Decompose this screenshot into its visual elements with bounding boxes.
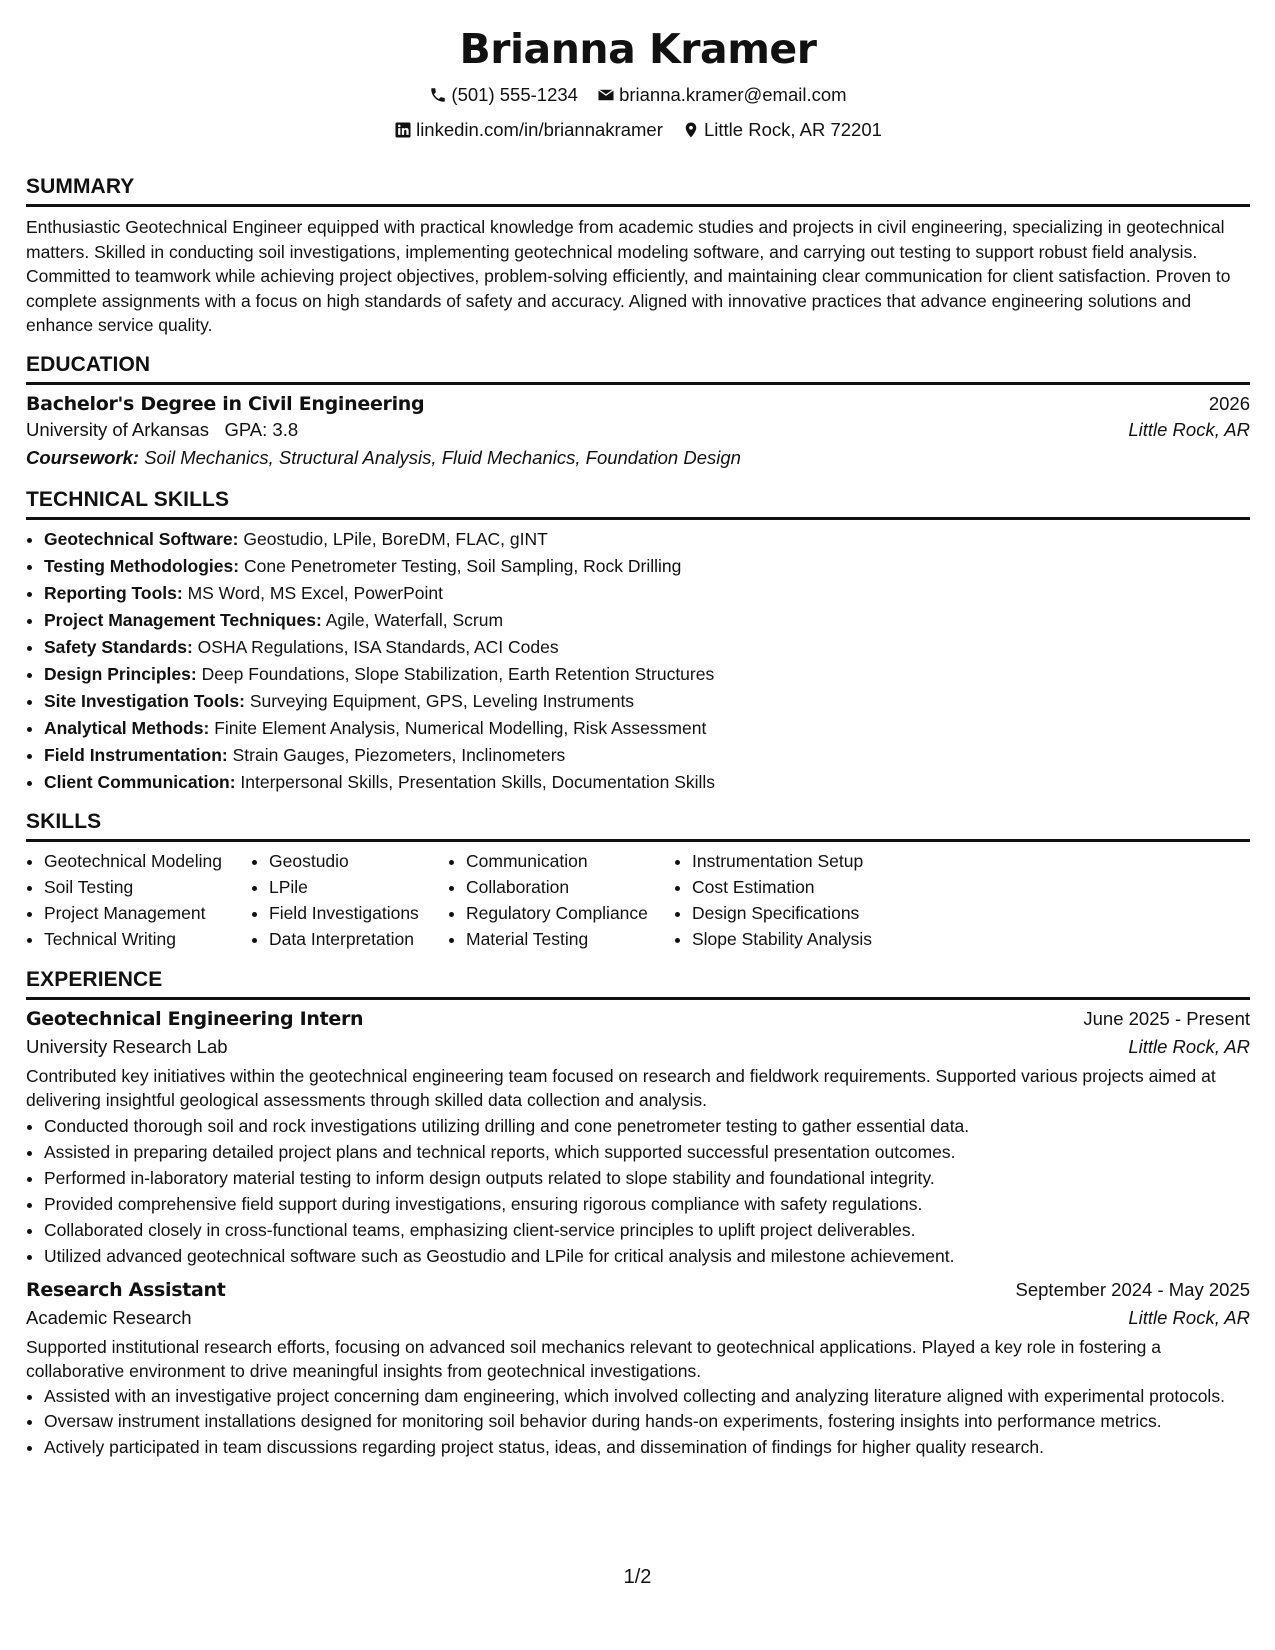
email-address[interactable]: brianna.kramer@email.com [619, 84, 847, 105]
list-item: • Regulatory Compliance [466, 900, 674, 926]
list-item: • Oversaw instrument installations designed for monitoring soil behavior during hands-on experiments, fostering insights into performance metrics. [44, 1409, 1250, 1434]
section-title-skills: SKILLS [26, 809, 1250, 842]
skill-values: Interpersonal Skills, Presentation Skills, Documentation Skills [240, 771, 716, 792]
page-indicator: 1/2 [623, 1566, 652, 1588]
list-item: • Project Management [44, 900, 251, 926]
skill-values: Deep Foundations, Slope Stabilization, Earth Retention Structures [201, 663, 715, 684]
education-section [26, 352, 1250, 469]
list-item: • Material Testing [466, 926, 674, 952]
list-item: • LPile [269, 874, 448, 900]
section-title-experience: EXPERIENCE [26, 967, 1250, 1000]
list-item: • Utilized advanced geotechnical software such as Geostudio and LPile for critical analysis and milestone achievement. [44, 1243, 1250, 1269]
skill-values: Surveying Equipment, GPS, Leveling Instruments [249, 690, 635, 711]
experience-entry [26, 1008, 1250, 1269]
job-sub-row [26, 1307, 1250, 1329]
list-item: • Provided comprehensive field support during investigations, ensuring rigorous compliance with safety regulations. [44, 1191, 1250, 1217]
section-title-summary: SUMMARY [26, 174, 1250, 207]
skill-values: Agile, Waterfall, Scrum [325, 609, 504, 630]
coursework-list: Soil Mechanics, Structural Analysis, Fluid Mechanics, Foundation Design [144, 446, 741, 468]
job-title: Geotechnical Engineering Intern [26, 1007, 364, 1030]
school-location: Little Rock, AR [1128, 418, 1250, 440]
list-item: • Design Specifications [692, 900, 932, 926]
list-item: • Actively participated in team discussions regarding project status, ideas, and dissemination of findings for higher quality research. [44, 1435, 1250, 1460]
linkedin-url[interactable]: linkedin.com/in/briannakramer [416, 119, 663, 140]
section-title-education: EDUCATION [26, 352, 1250, 385]
list-item: • Collaborated closely in cross-functional teams, emphasizing client-service principles to uplift project deliverables. [44, 1217, 1250, 1243]
skill-values: OSHA Regulations, ISA Standards, ACI Codes [197, 636, 559, 657]
skill-category: Geotechnical Software: [44, 528, 239, 549]
education-sub-row [26, 419, 1250, 441]
skill-values: MS Word, MS Excel, PowerPoint [187, 582, 444, 603]
list-item [44, 688, 1250, 715]
phone-number: (501) 555-1234 [451, 84, 578, 105]
list-item: • Assisted in preparing detailed project plans and technical reports, which supported successful presentation outcomes. [44, 1139, 1250, 1165]
list-item [44, 580, 1250, 607]
list-item: • Technical Writing [44, 926, 251, 952]
job-header-row [26, 1008, 1250, 1030]
job-location: Little Rock, AR [1128, 1035, 1250, 1057]
contact-line-1 [26, 84, 1250, 109]
skill-category: Analytical Methods: [44, 717, 210, 738]
skill-category: Safety Standards: [44, 636, 193, 657]
list-item: • Assisted with an investigative project concerning dam engineering, which involved collecting and analyzing literature aligned with experimental protocols. [44, 1384, 1250, 1409]
contact-line-2 [26, 119, 1250, 144]
skill-category: Design Principles: [44, 663, 197, 684]
list-item [44, 742, 1250, 769]
skill-category: Project Management Techniques: [44, 609, 322, 630]
skills-column-4 [674, 848, 932, 952]
coursework-label: Coursework: [26, 446, 140, 468]
skills-column-3 [448, 848, 674, 952]
school-name: University of Arkansas [26, 418, 210, 440]
skill-values: Geostudio, LPile, BoreDM, FLAC, gINT [243, 528, 548, 549]
experience-entry [26, 1279, 1250, 1460]
job-organization: Academic Research [26, 1306, 192, 1328]
list-item [44, 715, 1250, 742]
school-line [26, 419, 298, 441]
list-item: • Conducted thorough soil and rock investigations utilizing drilling and cone penetrometer testing to gather essential data. [44, 1113, 1250, 1139]
skill-category: Client Communication: [44, 771, 236, 792]
education-header-row [26, 393, 1250, 415]
job-title: Research Assistant [26, 1278, 226, 1301]
technical-skills-section [26, 487, 1250, 796]
skill-values: Cone Penetrometer Testing, Soil Sampling, Rock Drilling [243, 555, 682, 576]
technical-skills-list [26, 526, 1250, 796]
degree-title: Bachelor's Degree in Civil Engineering [26, 392, 425, 415]
list-item: • Instrumentation Setup [692, 848, 932, 874]
section-title-technical-skills: TECHNICAL SKILLS [26, 487, 1250, 520]
skills-grid [26, 848, 1250, 952]
candidate-name: Brianna Kramer [459, 25, 817, 73]
phone-icon [429, 86, 447, 104]
job-description: Contributed key initiatives within the geotechnical engineering team focused on research and fieldwork requirements. Supported various projects aimed at delivering insightful geological assessments through skilled data collection and analysis. [26, 1065, 1216, 1110]
summary-text: Enthusiastic Geotechnical Engineer equipped with practical knowledge from academic studies and projects in civil engineering, specializing in geotechnical matters. Skilled in conducting soil investigations, implementing geotechnical modeling software, and carrying out testing to support robust field analysis. Committed to teamwork while achieving project objectives, problem-solving efficiently, and maintaining clear communication for client satisfaction. Proven to complete assignments with a focus on high standards of safety and accuracy. Aligned with innovative practices that advance engineering solutions and enhance service quality. [26, 217, 1231, 335]
list-item: • Soil Testing [44, 874, 251, 900]
email-contact[interactable] [597, 84, 847, 106]
list-item: • Performed in-laboratory material testing to inform design outputs related to slope stability and foundational integrity. [44, 1165, 1250, 1191]
job-description: Supported institutional research efforts, focusing on advanced soil mechanics relevant to geotechnical applications. Played a key role in fostering a collaborative environment to drive meaningful insights from geotechnical investigations. [26, 1336, 1161, 1381]
job-sub-row [26, 1036, 1250, 1058]
job-dates: September 2024 - May 2025 [1015, 1278, 1250, 1300]
list-item: • Collaboration [466, 874, 674, 900]
skills-column-2 [251, 848, 448, 952]
skill-category: Reporting Tools: [44, 582, 183, 603]
list-item [44, 634, 1250, 661]
envelope-icon [597, 86, 615, 104]
experience-section [26, 967, 1250, 1460]
map-pin-icon [682, 121, 700, 139]
list-item: • Cost Estimation [692, 874, 932, 900]
list-item [44, 526, 1250, 553]
job-header-row [26, 1279, 1250, 1301]
skills-section [26, 809, 1250, 952]
list-item: • Field Investigations [269, 900, 448, 926]
skill-values: Finite Element Analysis, Numerical Modelling, Risk Assessment [214, 717, 707, 738]
gpa: GPA: 3.8 [224, 418, 299, 440]
location-text: Little Rock, AR 72201 [704, 119, 882, 140]
job-organization: University Research Lab [26, 1035, 228, 1057]
skill-values: Strain Gauges, Piezometers, Inclinometers [232, 744, 566, 765]
location-contact [682, 119, 882, 141]
list-item: • Communication [466, 848, 674, 874]
skills-column-1 [26, 848, 251, 952]
list-item [44, 607, 1250, 634]
list-item [44, 553, 1250, 580]
list-item: • Geostudio [269, 848, 448, 874]
graduation-year: 2026 [1208, 392, 1250, 414]
list-item [44, 769, 1250, 796]
skill-category: Testing Methodologies: [44, 555, 240, 576]
job-bullets [26, 1113, 1250, 1269]
summary-section [26, 174, 1250, 338]
phone-contact [429, 84, 578, 106]
skill-category: Site Investigation Tools: [44, 690, 245, 711]
list-item: • Slope Stability Analysis [692, 926, 932, 952]
job-bullets [26, 1384, 1250, 1460]
job-location: Little Rock, AR [1128, 1306, 1250, 1328]
linkedin-icon [394, 121, 412, 139]
list-item: • Geotechnical Modeling [44, 848, 251, 874]
job-dates: June 2025 - Present [1083, 1007, 1250, 1029]
coursework-line [26, 447, 1250, 469]
resume-page [26, 20, 1250, 1460]
list-item [44, 661, 1250, 688]
skill-category: Field Instrumentation: [44, 744, 228, 765]
list-item: • Data Interpretation [269, 926, 448, 952]
linkedin-contact[interactable] [394, 119, 663, 141]
